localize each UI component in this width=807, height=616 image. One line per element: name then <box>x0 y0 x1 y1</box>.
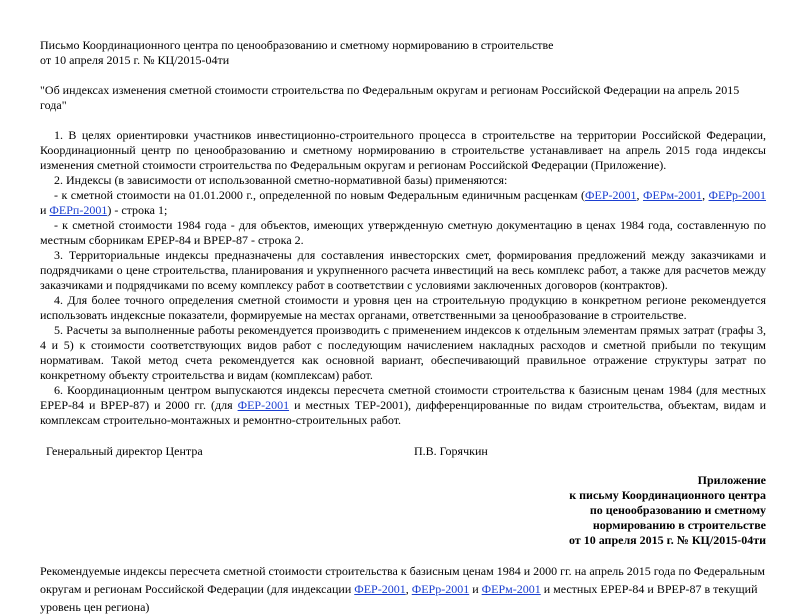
document-body <box>40 128 766 428</box>
paragraph-3: 3. Территориальные индексы предназначены для составления инвесторских смет, формирования предложений между заказчиками и подрядчиками о цене строительства, планирования и укрупненного расчета инвестиций на весь комплекс работ, а также для расчетов между заказчиками и подрядчиками по всему комплексу работ в соответствии с условиями заключенных договоров (контрактов). <box>40 248 766 292</box>
text-fragment: , <box>702 188 709 202</box>
appendix-line-5: от 10 апреля 2015 г. № КЦ/2015-04ти <box>568 533 766 547</box>
paragraph-2-item-1 <box>40 188 766 218</box>
signatory-name: П.В. Горячкин <box>414 444 488 458</box>
signature-block <box>40 444 766 459</box>
link-ferm-2001[interactable]: ФЕРм-2001 <box>481 582 541 596</box>
document-subject: "Об индексах изменения сметной стоимости строительства по Федеральным округам и регионам Российской Федерации на апрель 2015 года" <box>40 83 740 112</box>
appendix-line-1: Приложение <box>697 473 766 487</box>
link-ferm-2001[interactable]: ФЕРм-2001 <box>642 188 703 202</box>
paragraph-1: 1. В целях ориентировки участников инвестиционно-строительного процесса в строительстве на территории Российской Федерации, Координационный центр по ценообразованию и сметному нормированию в строительстве устанавливает на апрель 2015 года индексы изменения сметной стоимости строительства по Федеральным округам и регионам Российской Федерации (Приложение). <box>40 128 766 172</box>
text-fragment: и местных ЕРЕР-84 и ВРЕР-87 в текущий уровень цен региона) <box>40 582 758 614</box>
text-fragment: , <box>636 188 643 202</box>
link-fer-2001[interactable]: ФЕР-2001 <box>585 188 637 202</box>
paragraph-6 <box>40 383 766 428</box>
signatory-role: Генеральный директор Центра <box>46 444 203 458</box>
title-line-1: Письмо Координационного центра по ценообразованию и сметному нормированию в строительстве <box>40 38 554 52</box>
document-page <box>40 38 766 616</box>
text-fragment: , <box>405 582 412 596</box>
appendix-line-3: по ценообразованию и сметному <box>589 503 766 517</box>
link-fer-2001[interactable]: ФЕР-2001 <box>354 582 406 596</box>
appendix-header <box>40 473 766 548</box>
document-title <box>40 38 766 68</box>
paragraph-2-item-2: - к сметной стоимости 1984 года - для объектов, имеющих утвержденную сметную документацию в ценах 1984 года, составленную по местным сборникам ЕРЕР-84 и ВРЕР-87 - строка 2. <box>40 218 766 247</box>
paragraph-2: 2. Индексы (в зависимости от использованной сметно-нормативной базы) применяются: <box>54 173 508 187</box>
text-fragment: ) - строка 1; <box>107 203 168 217</box>
link-ferr-2001[interactable]: ФЕРр-2001 <box>411 582 470 596</box>
text-fragment: и <box>40 203 50 217</box>
text-fragment: Рекомендуемые индексы пересчета сметной стоимости строительства к базисным ценам 1984 и 2000 гг. на апрель 2015 года по Федеральным округам и регионам Российской Федерации (для индексации <box>40 564 765 596</box>
link-fer-2001[interactable]: ФЕР-2001 <box>237 398 290 412</box>
title-line-2: от 10 апреля 2015 г. № КЦ/2015-04ти <box>40 53 230 67</box>
text-fragment: 6. Координационным центром выпускаются индексы пересчета сметной стоимости строительства к базисным ценам 1984 (для местных ЕРЕР-84 и ВРЕР-87) и 2000 гг. (для <box>40 383 766 412</box>
text-fragment: - к сметной стоимости на 01.01.2000 г., определенной по новым Федеральным единичным расценкам ( <box>54 188 586 202</box>
appendix-summary <box>40 562 766 616</box>
text-fragment: и <box>469 582 482 596</box>
text-fragment: и местных ТЕР-2001), дифференцированные по видам строительства, объектам, видам и комплексам строительно-монтажных и ремонтно-строительных работ. <box>40 398 767 427</box>
appendix-line-4: нормированию в строительстве <box>592 518 766 532</box>
link-ferr-2001[interactable]: ФЕРр-2001 <box>708 188 767 202</box>
appendix-line-2: к письму Координационного центра <box>569 488 766 502</box>
paragraph-5: 5. Расчеты за выполненные работы рекомендуется производить с применением индексов к отдельным элементам прямых затрат (графы 3, 4 и 5) к стоимости соответствующих видов работ с последующим начислением накладных расходов и сметной прибыли по текущим нормативам. Такой метод счета рекомендуется как основной вариант, обеспечивающий правильное отражение структуры затрат по конкретному объекту строительства и видам (комплексам) работ. <box>40 323 766 382</box>
link-ferp-2001[interactable]: ФЕРп-2001 <box>49 203 108 217</box>
paragraph-4: 4. Для более точного определения сметной стоимости и уровня цен на строительную продукцию в конкретном регионе рекомендуется использовать индексные показатели, формируемые на местах органами, ответственными за ценообразование в строительстве. <box>40 293 766 322</box>
